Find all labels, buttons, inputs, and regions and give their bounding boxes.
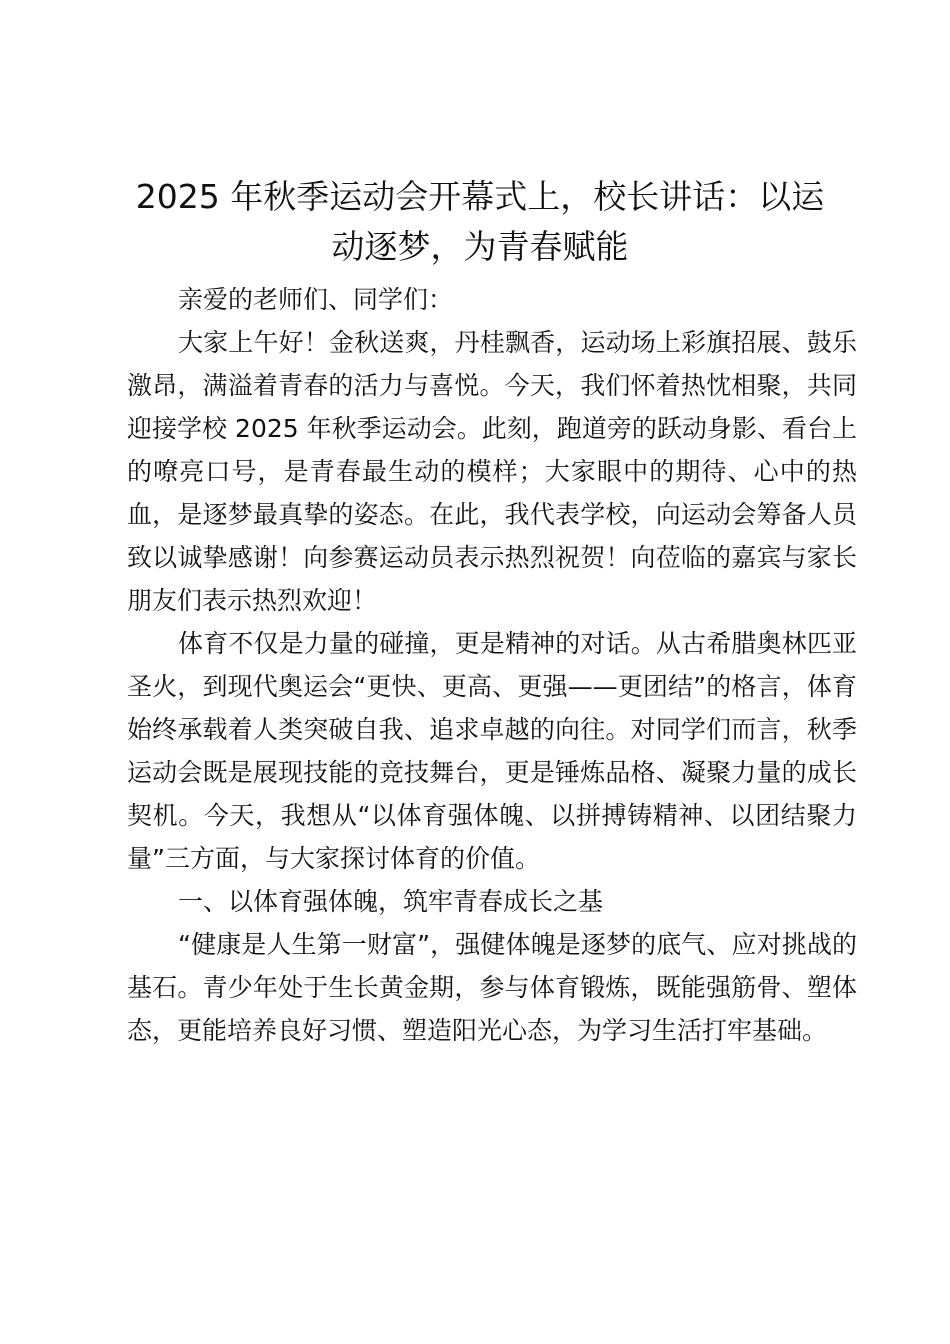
document-title: 2025 年秋季运动会开幕式上，校长讲话：以运动逐梦，为青春赋能 [135, 177, 825, 266]
paragraph-2: 体育不仅是力量的碰撞，更是精神的对话。从古希腊奥林匹亚圣火，到现代奥运会“更快、更高、更强——更团结”的格言，体育始终承载着人类突破自我、追求卓越的向往。对同学们而言，秋季运动会既是展现技能的竞技舞台，更是锤炼品格、凝聚力量的成长契机。今天，我想从“以体育强体魄、以拼搏铸精神、以团结聚力量”三方面，与大家探讨体育的价值。 [127, 629, 857, 873]
document-body [127, 278, 857, 1052]
salutation: 亲爱的老师们、同学们： [178, 285, 454, 314]
section-paragraph: “健康是人生第一财富”，强健体魄是逐梦的底气、应对挑战的基石。青少年处于生长黄金期，参与体育锻炼，既能强筋骨、塑体态，更能培养良好习惯、塑造阳光心态，为学习生活打牢基础。 [127, 930, 857, 1045]
paragraph-1: 大家上午好！金秋送爽，丹桂飘香，运动场上彩旗招展、鼓乐激昂，满溢着青春的活力与喜悦。今天，我们怀着热忱相聚，共同迎接学校 2025 年秋季运动会。此刻，跑道旁的跃动身影、看台上的嘹亮口号，是青春最生动的模样；大家眼中的期待、心中的热血，是逐梦最真挚的姿态。在此，我代表学校，向运动会筹备人员致以诚挚感谢！向参赛运动员表示热烈祝贺！向莅临的嘉宾与家长朋友们表示热烈欢迎！ [127, 328, 857, 615]
section-heading: 一、以体育强体魄，筑牢青春成长之基 [178, 887, 604, 916]
